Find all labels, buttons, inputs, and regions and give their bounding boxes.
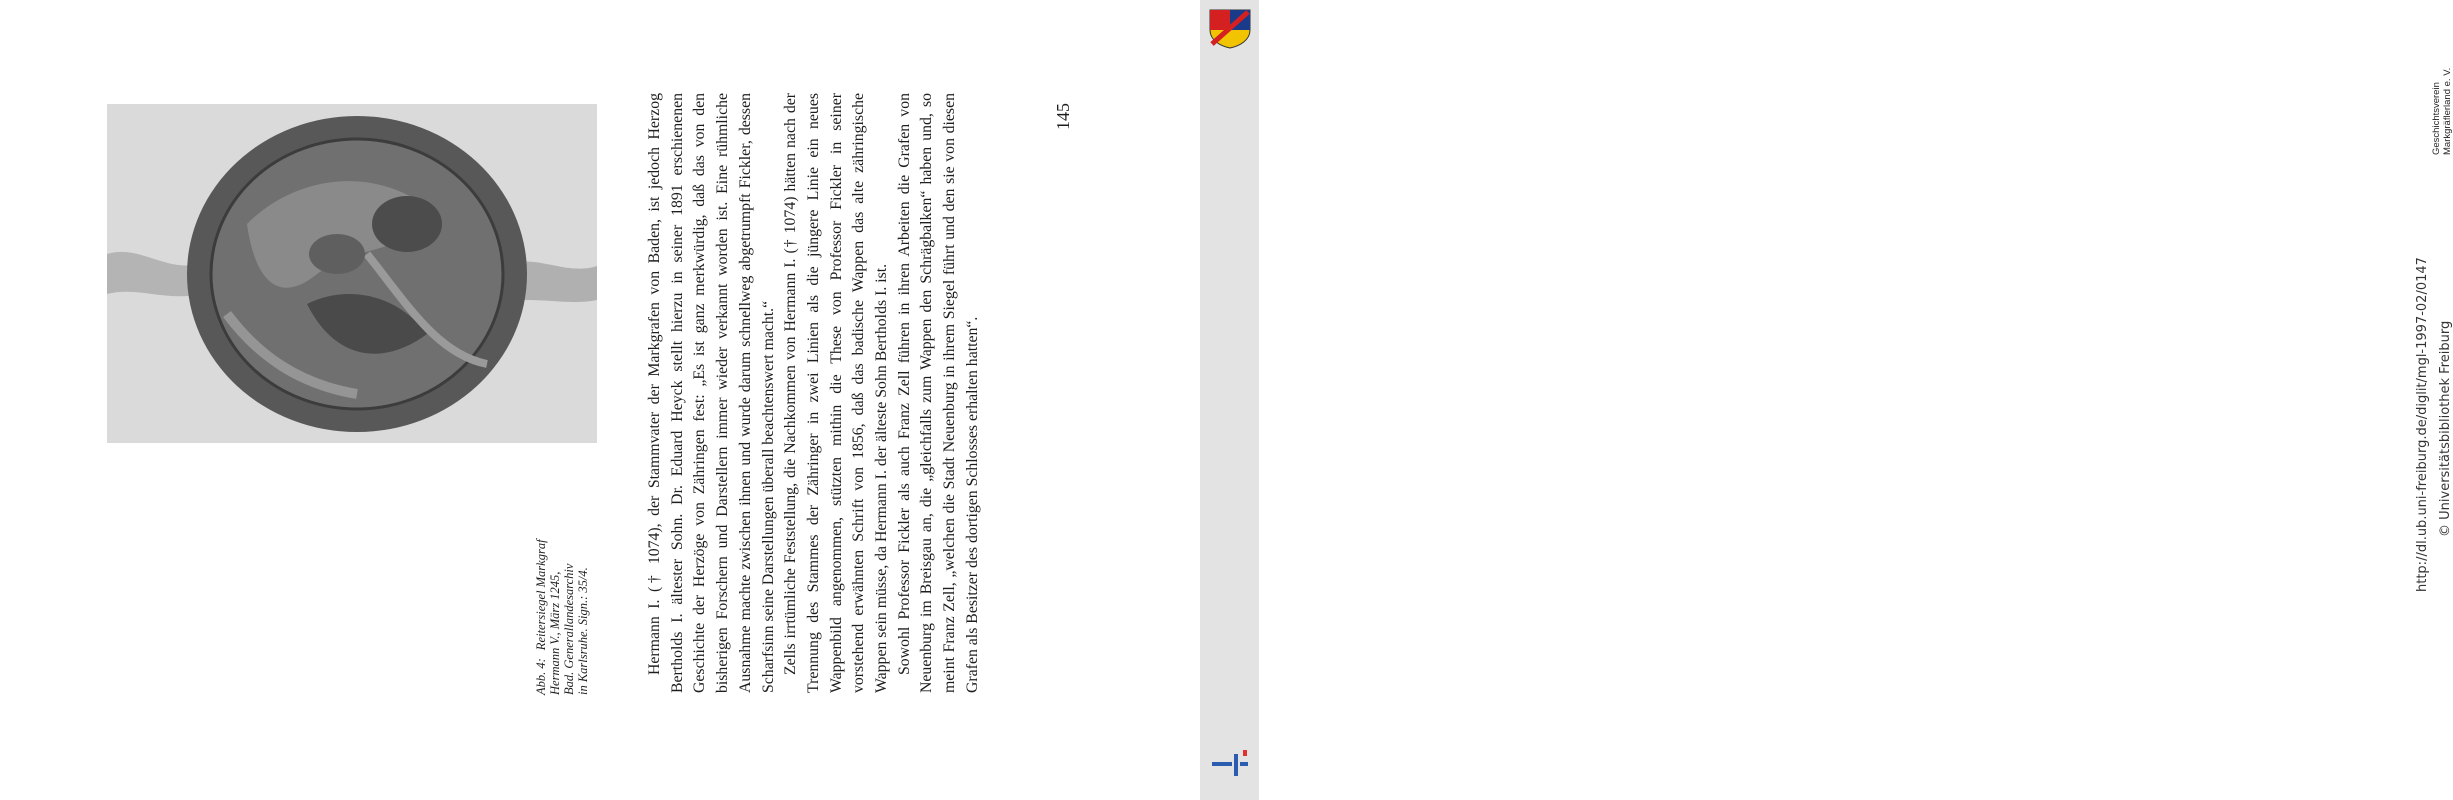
document-page xyxy=(0,0,1200,800)
caption-line: Abb. 4:Reitersiegel Markgraf xyxy=(534,539,548,695)
society-name xyxy=(2431,68,2453,155)
caption-line: Bad. Generallandesarchiv xyxy=(562,563,576,695)
society-line2: Markgräflerland e. V. xyxy=(2442,67,2453,155)
library-logo-icon xyxy=(1210,750,1252,780)
paragraph: Hermann I. († 1074), der Stammvater der Markgrafen von Baden, ist jedoch Herzog Bertholds I. ältester Sohn. Dr. Eduard Heyck stellt hierzu in seiner 1891 erschienenen Geschichte der Herzöge von Zähringen fest: „Es ist ganz merkwürdig, daß das von den bisherigen Forschern und Darstellern immer wieder verkannt worden ist. Eine rühmliche Ausnahme machte zwischen ihnen und wurde darum schnellweg abgetrumpft Fickler, dessen Scharfsinn seine Darstellungen überall beachtenswert macht.“ xyxy=(646,93,777,693)
caption-label: Abb. 4: xyxy=(534,658,548,695)
copyright-text: © Universitätsbibliothek Freiburg xyxy=(2438,320,2453,537)
caption-line: Hermann V., März 1245, xyxy=(548,571,562,695)
paragraph: Sowohl Professor Fickler als auch Franz Zell führen in ihren Arbeiten die Grafen von Neuenburg im Breisgau an, die „gleichfalls zum Wappen den Schrägbalken“ haben und, so meint Franz Zell, „welchen die Stadt Neuenburg in ihrem Siegel führt und den sie von diesen Grafen als Besitzer des dortigen Schlosses erhalten hatten“. xyxy=(895,93,981,693)
caption-line: in Karlsruhe. Sign.: 35/4. xyxy=(576,567,590,695)
seal-image xyxy=(107,104,597,443)
viewer-sidebar xyxy=(1200,0,2453,800)
body-text xyxy=(644,93,985,693)
page-number: 145 xyxy=(1053,103,1073,130)
figure-caption xyxy=(534,275,590,695)
paragraph: Zells irrtümliche Feststellung, die Nachkommen von Hermann I. († 1074) hätten nach der Trennung des Stammes der Zähringer in zwei Linien als die jüngere Linie ein neues Wappenbild angenommen, stützten mithin die These von Professor Fickler in seiner vorstehend erwähnten Schrift von 1856, daß das badische Wappen das alte zähringische Wappen sein müsse, da Hermann I. der älteste Sohn Bertholds I. ist. xyxy=(782,93,891,693)
society-line1: Geschichtsverein xyxy=(2431,82,2442,155)
seal-photograph xyxy=(107,104,597,443)
document-url-link[interactable]: http://dl.ub.uni-freiburg.de/diglit/mgl-1997-02/0147 xyxy=(2415,257,2430,592)
society-crest-icon xyxy=(1206,6,1254,50)
